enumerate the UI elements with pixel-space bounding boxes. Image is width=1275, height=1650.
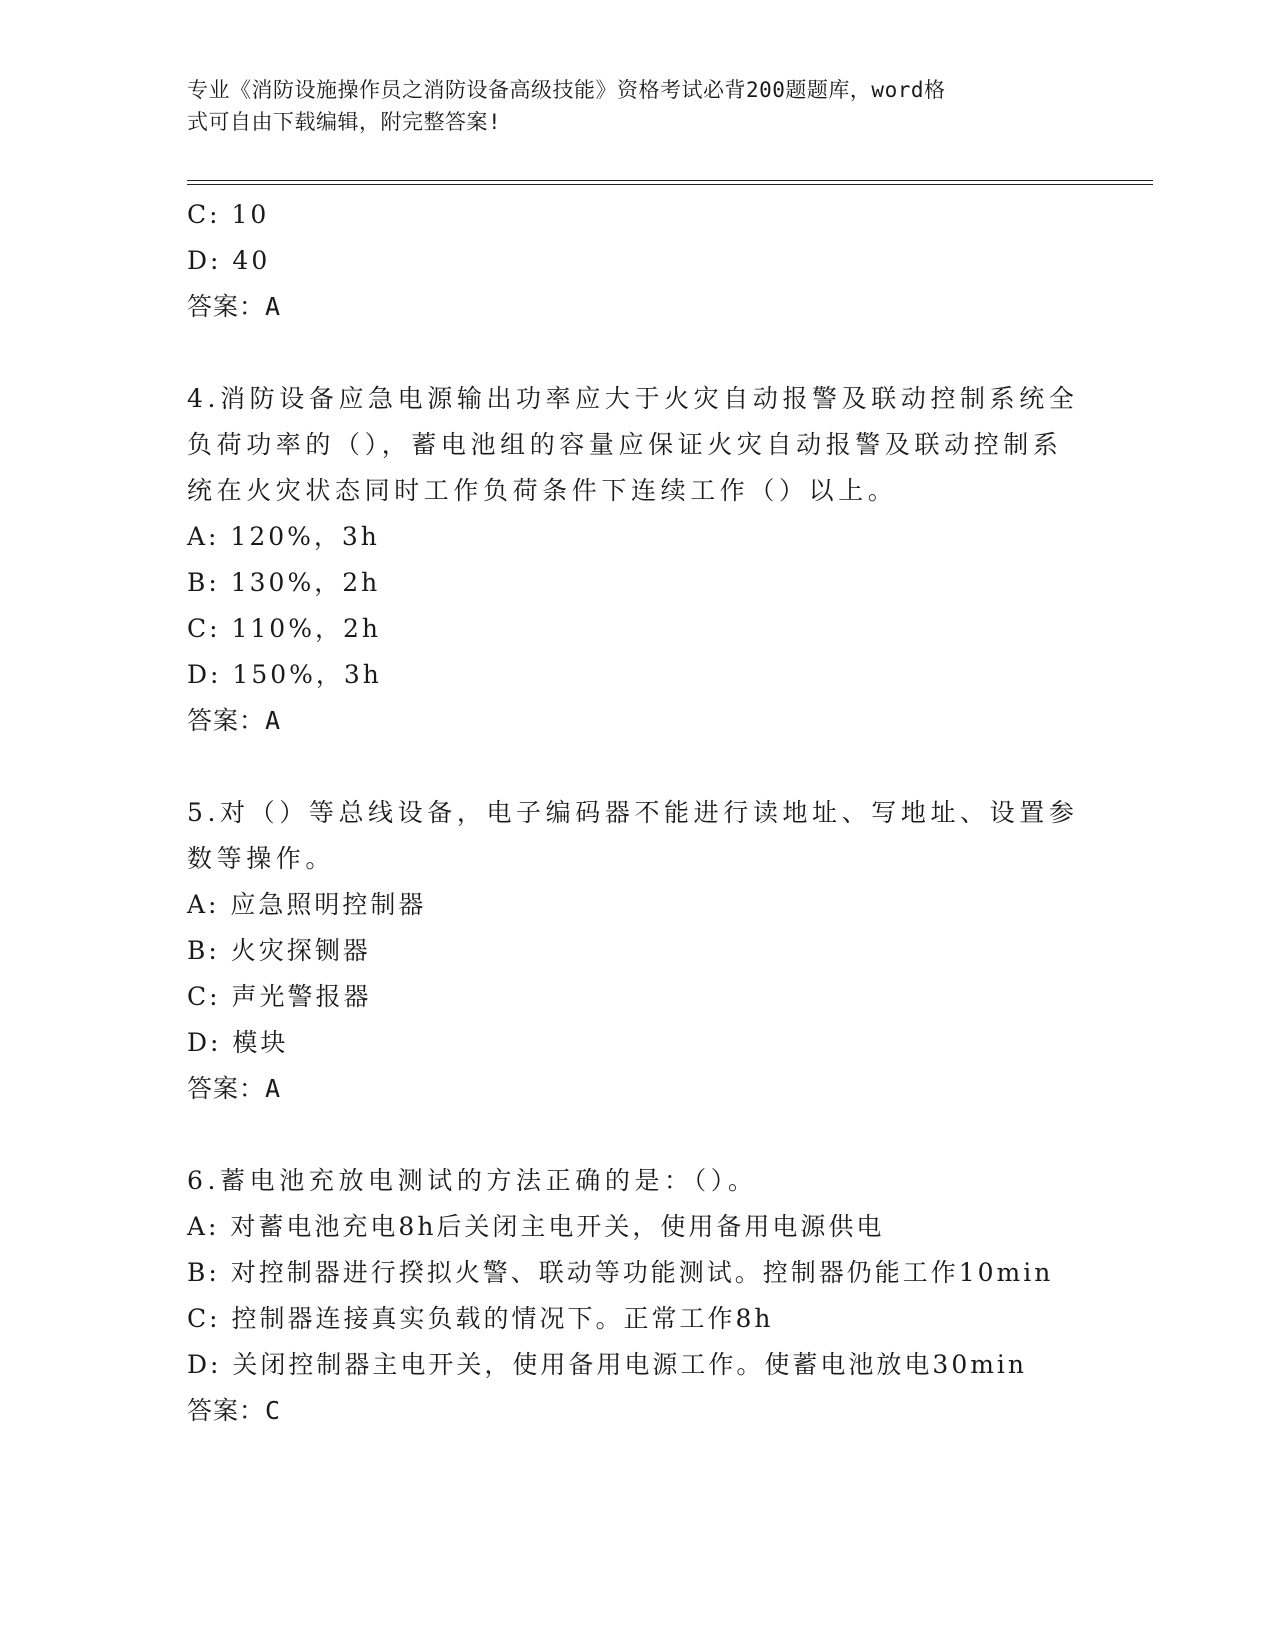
option-a: A: 应急照明控制器: [187, 890, 427, 919]
question-6: [187, 1158, 1087, 1434]
question-text-line: 4.消防设备应急电源输出功率应大于火灾自动报警及联动控制系统全: [187, 384, 1079, 413]
answer: 答案：A: [187, 292, 282, 321]
question-text: [187, 790, 1087, 882]
question-3-continued: [187, 192, 1087, 330]
option-a: A: 对蓄电池充电8h后关闭主电开关，使用备用电源供电: [187, 1212, 885, 1241]
spacer: [187, 330, 1087, 376]
question-content: [187, 192, 1087, 1434]
document-header: [187, 74, 1067, 138]
spacer: [187, 1112, 1087, 1158]
spacer: [187, 744, 1087, 790]
question-5: [187, 790, 1087, 1112]
option-d: D: 关闭控制器主电开关，使用备用电源工作。使蓄电池放电30min: [187, 1350, 1028, 1379]
question-text-line: 数等操作。: [187, 844, 336, 873]
answer: 答案：C: [187, 1396, 282, 1425]
question-text-line: 统在火灾状态同时工作负荷条件下连续工作（）以上。: [187, 476, 898, 505]
option-b: B: 火灾探铡器: [187, 936, 371, 965]
question-text-line: 5.对（）等总线设备，电子编码器不能进行读地址、写地址、设置参: [187, 798, 1079, 827]
header-line-1: 专业《消防设施操作员之消防设备高级技能》资格考试必背200题题库，word格: [187, 78, 946, 102]
header-line-2: 式可自由下载编辑，附完整答案!: [187, 110, 502, 134]
answer: 答案：A: [187, 1074, 282, 1103]
question-4: [187, 376, 1087, 744]
header-rule-bottom: [187, 184, 1153, 185]
header-rule-top: [187, 180, 1153, 181]
option-d: D: 150%，3h: [187, 660, 382, 689]
option-a: A: 120%，3h: [187, 522, 380, 551]
option-d: D: 40: [187, 246, 271, 275]
question-text: [187, 1158, 1087, 1204]
option-c: C: 110%，2h: [187, 614, 381, 643]
question-text-line: 负荷功率的（），蓄电池组的容量应保证火灾自动报警及联动控制系: [187, 430, 1063, 459]
option-b: B: 对控制器进行揆拟火警、联动等功能测试。控制器仍能工作10min: [187, 1258, 1054, 1287]
option-c: C: 声光警报器: [187, 982, 372, 1011]
option-d: D: 模块: [187, 1028, 289, 1057]
option-b: B: 130%，2h: [187, 568, 381, 597]
question-text-line: 6.蓄电池充放电测试的方法正确的是：（）。: [187, 1166, 758, 1195]
option-c: C: 控制器连接真实负载的情况下。正常工作8h: [187, 1304, 774, 1333]
question-text: [187, 376, 1087, 514]
option-c: C: 10: [187, 200, 270, 229]
answer: 答案：A: [187, 706, 282, 735]
